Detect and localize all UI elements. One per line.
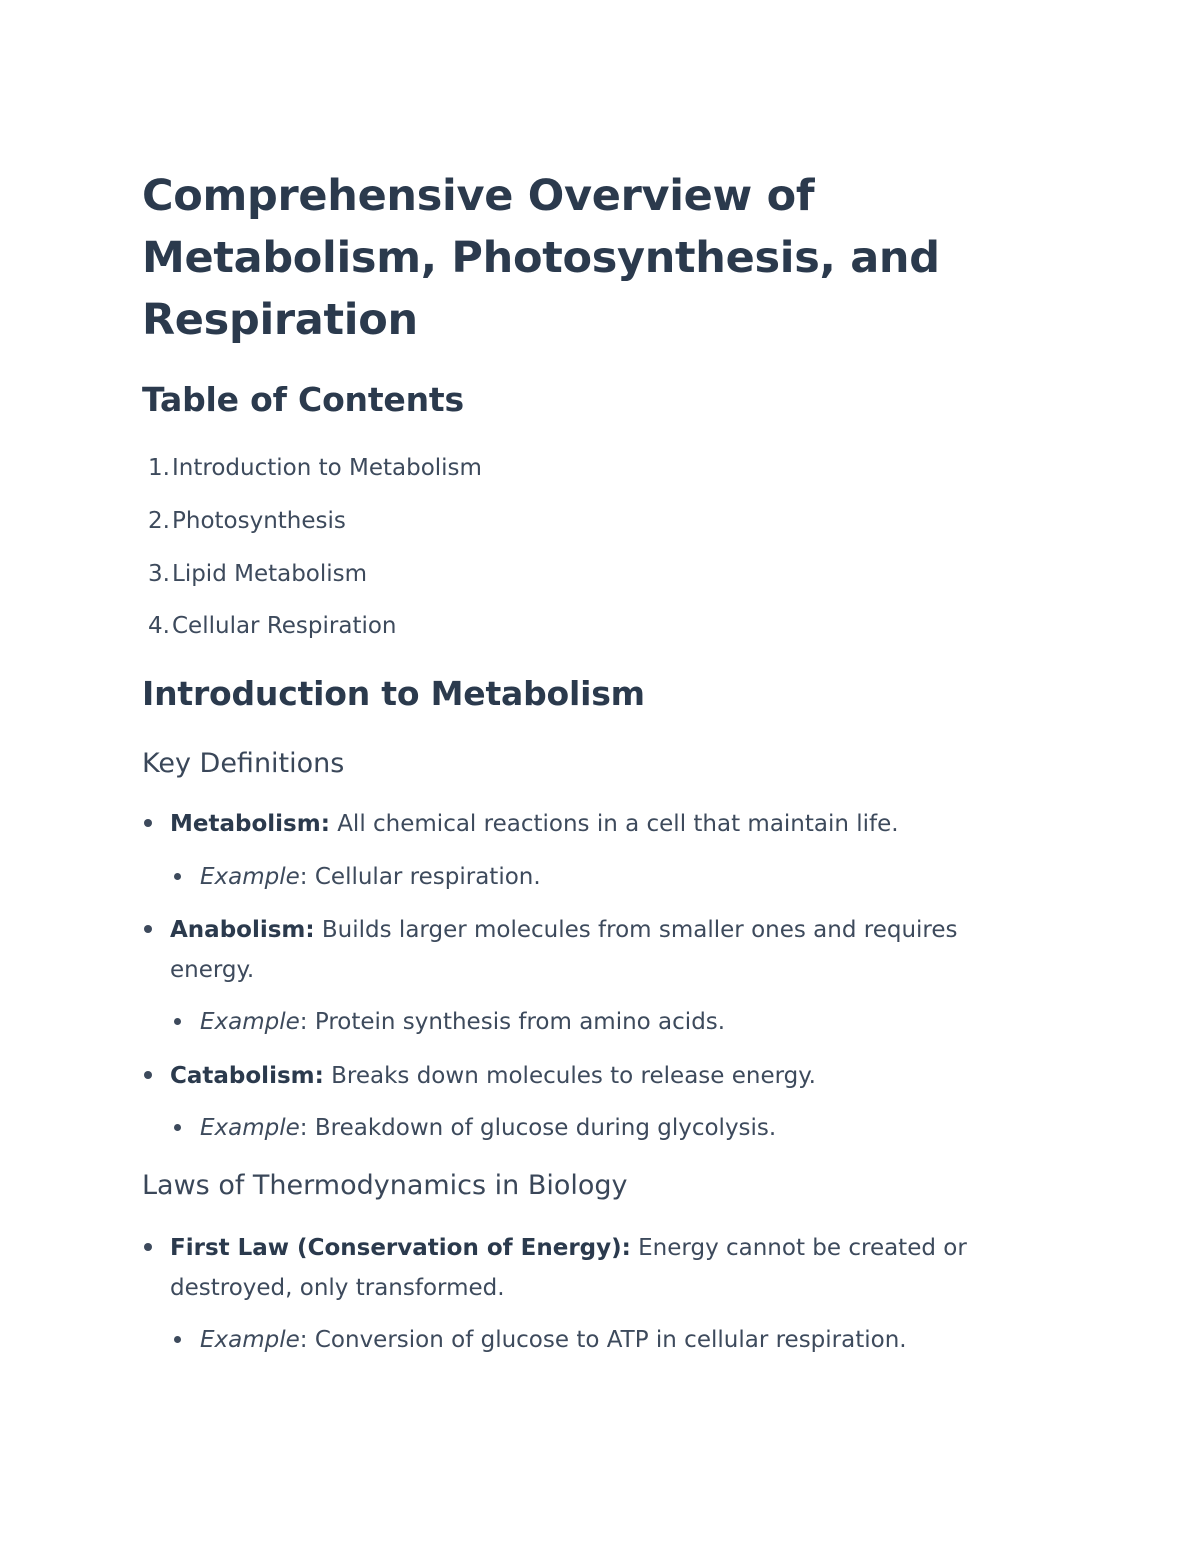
definition-term: Metabolism:	[170, 811, 330, 837]
definition-text: Builds larger molecules from smaller ones and requires energy.	[170, 917, 958, 983]
example-text: : Breakdown of glucose during glycolysis.	[299, 1115, 777, 1141]
bullet-icon	[174, 1336, 181, 1343]
example-item	[200, 857, 1000, 897]
example-item	[200, 1108, 1000, 1148]
document-title: Comprehensive Overview of Metabolism, Photosynthesis, and Respiration	[142, 171, 940, 345]
definition-term: Anabolism:	[170, 917, 315, 943]
example-label: Example	[200, 1009, 300, 1035]
example-item	[200, 1002, 1000, 1042]
definition-term: Catabolism:	[170, 1063, 324, 1089]
toc-item-label: Introduction to Metabolism	[172, 455, 482, 481]
toc-item-label: Cellular Respiration	[172, 613, 397, 639]
bullet-icon	[144, 819, 152, 827]
definition-item	[170, 910, 1000, 990]
toc-item-number: 2.	[148, 508, 170, 534]
definition-text: All chemical reactions in a cell that maintain life.	[329, 811, 899, 837]
bullet-icon	[144, 1071, 152, 1079]
example-label: Example	[200, 1115, 300, 1141]
toc-item-number: 4.	[148, 613, 170, 639]
bullet-icon	[174, 873, 181, 880]
subsection-heading-thermodynamics: Laws of Thermodynamics in Biology	[142, 1170, 628, 1201]
definition-item	[170, 1056, 1000, 1096]
toc-item-label: Photosynthesis	[172, 508, 346, 534]
law-term: First Law (Conservation of Energy):	[170, 1235, 631, 1261]
toc-item[interactable]	[142, 506, 346, 536]
bullet-icon	[174, 1018, 181, 1025]
toc-item[interactable]	[142, 559, 367, 589]
toc-item[interactable]	[142, 611, 397, 641]
example-label: Example	[200, 1327, 300, 1353]
law-item	[170, 1228, 1000, 1308]
example-text: : Conversion of glucose to ATP in cellular respiration.	[299, 1327, 907, 1353]
toc-item[interactable]	[142, 453, 482, 483]
bullet-icon	[174, 1124, 181, 1131]
example-label: Example	[200, 864, 300, 890]
law-text: Energy cannot be created or destroyed, only transformed.	[170, 1235, 967, 1301]
bullet-icon	[144, 925, 152, 933]
example-text: : Protein synthesis from amino acids.	[299, 1009, 726, 1035]
toc-item-number: 1.	[148, 455, 170, 481]
toc-heading: Table of Contents	[142, 380, 464, 419]
example-text: : Cellular respiration.	[299, 864, 541, 890]
toc-item-number: 3.	[148, 561, 170, 587]
bullet-icon	[144, 1243, 152, 1251]
subsection-heading-key-definitions: Key Definitions	[142, 748, 345, 779]
definition-item	[170, 804, 1000, 844]
example-item	[200, 1320, 1000, 1360]
section-heading-introduction: Introduction to Metabolism	[142, 674, 645, 713]
definition-text: Breaks down molecules to release energy.	[323, 1063, 816, 1089]
toc-item-label: Lipid Metabolism	[172, 561, 368, 587]
